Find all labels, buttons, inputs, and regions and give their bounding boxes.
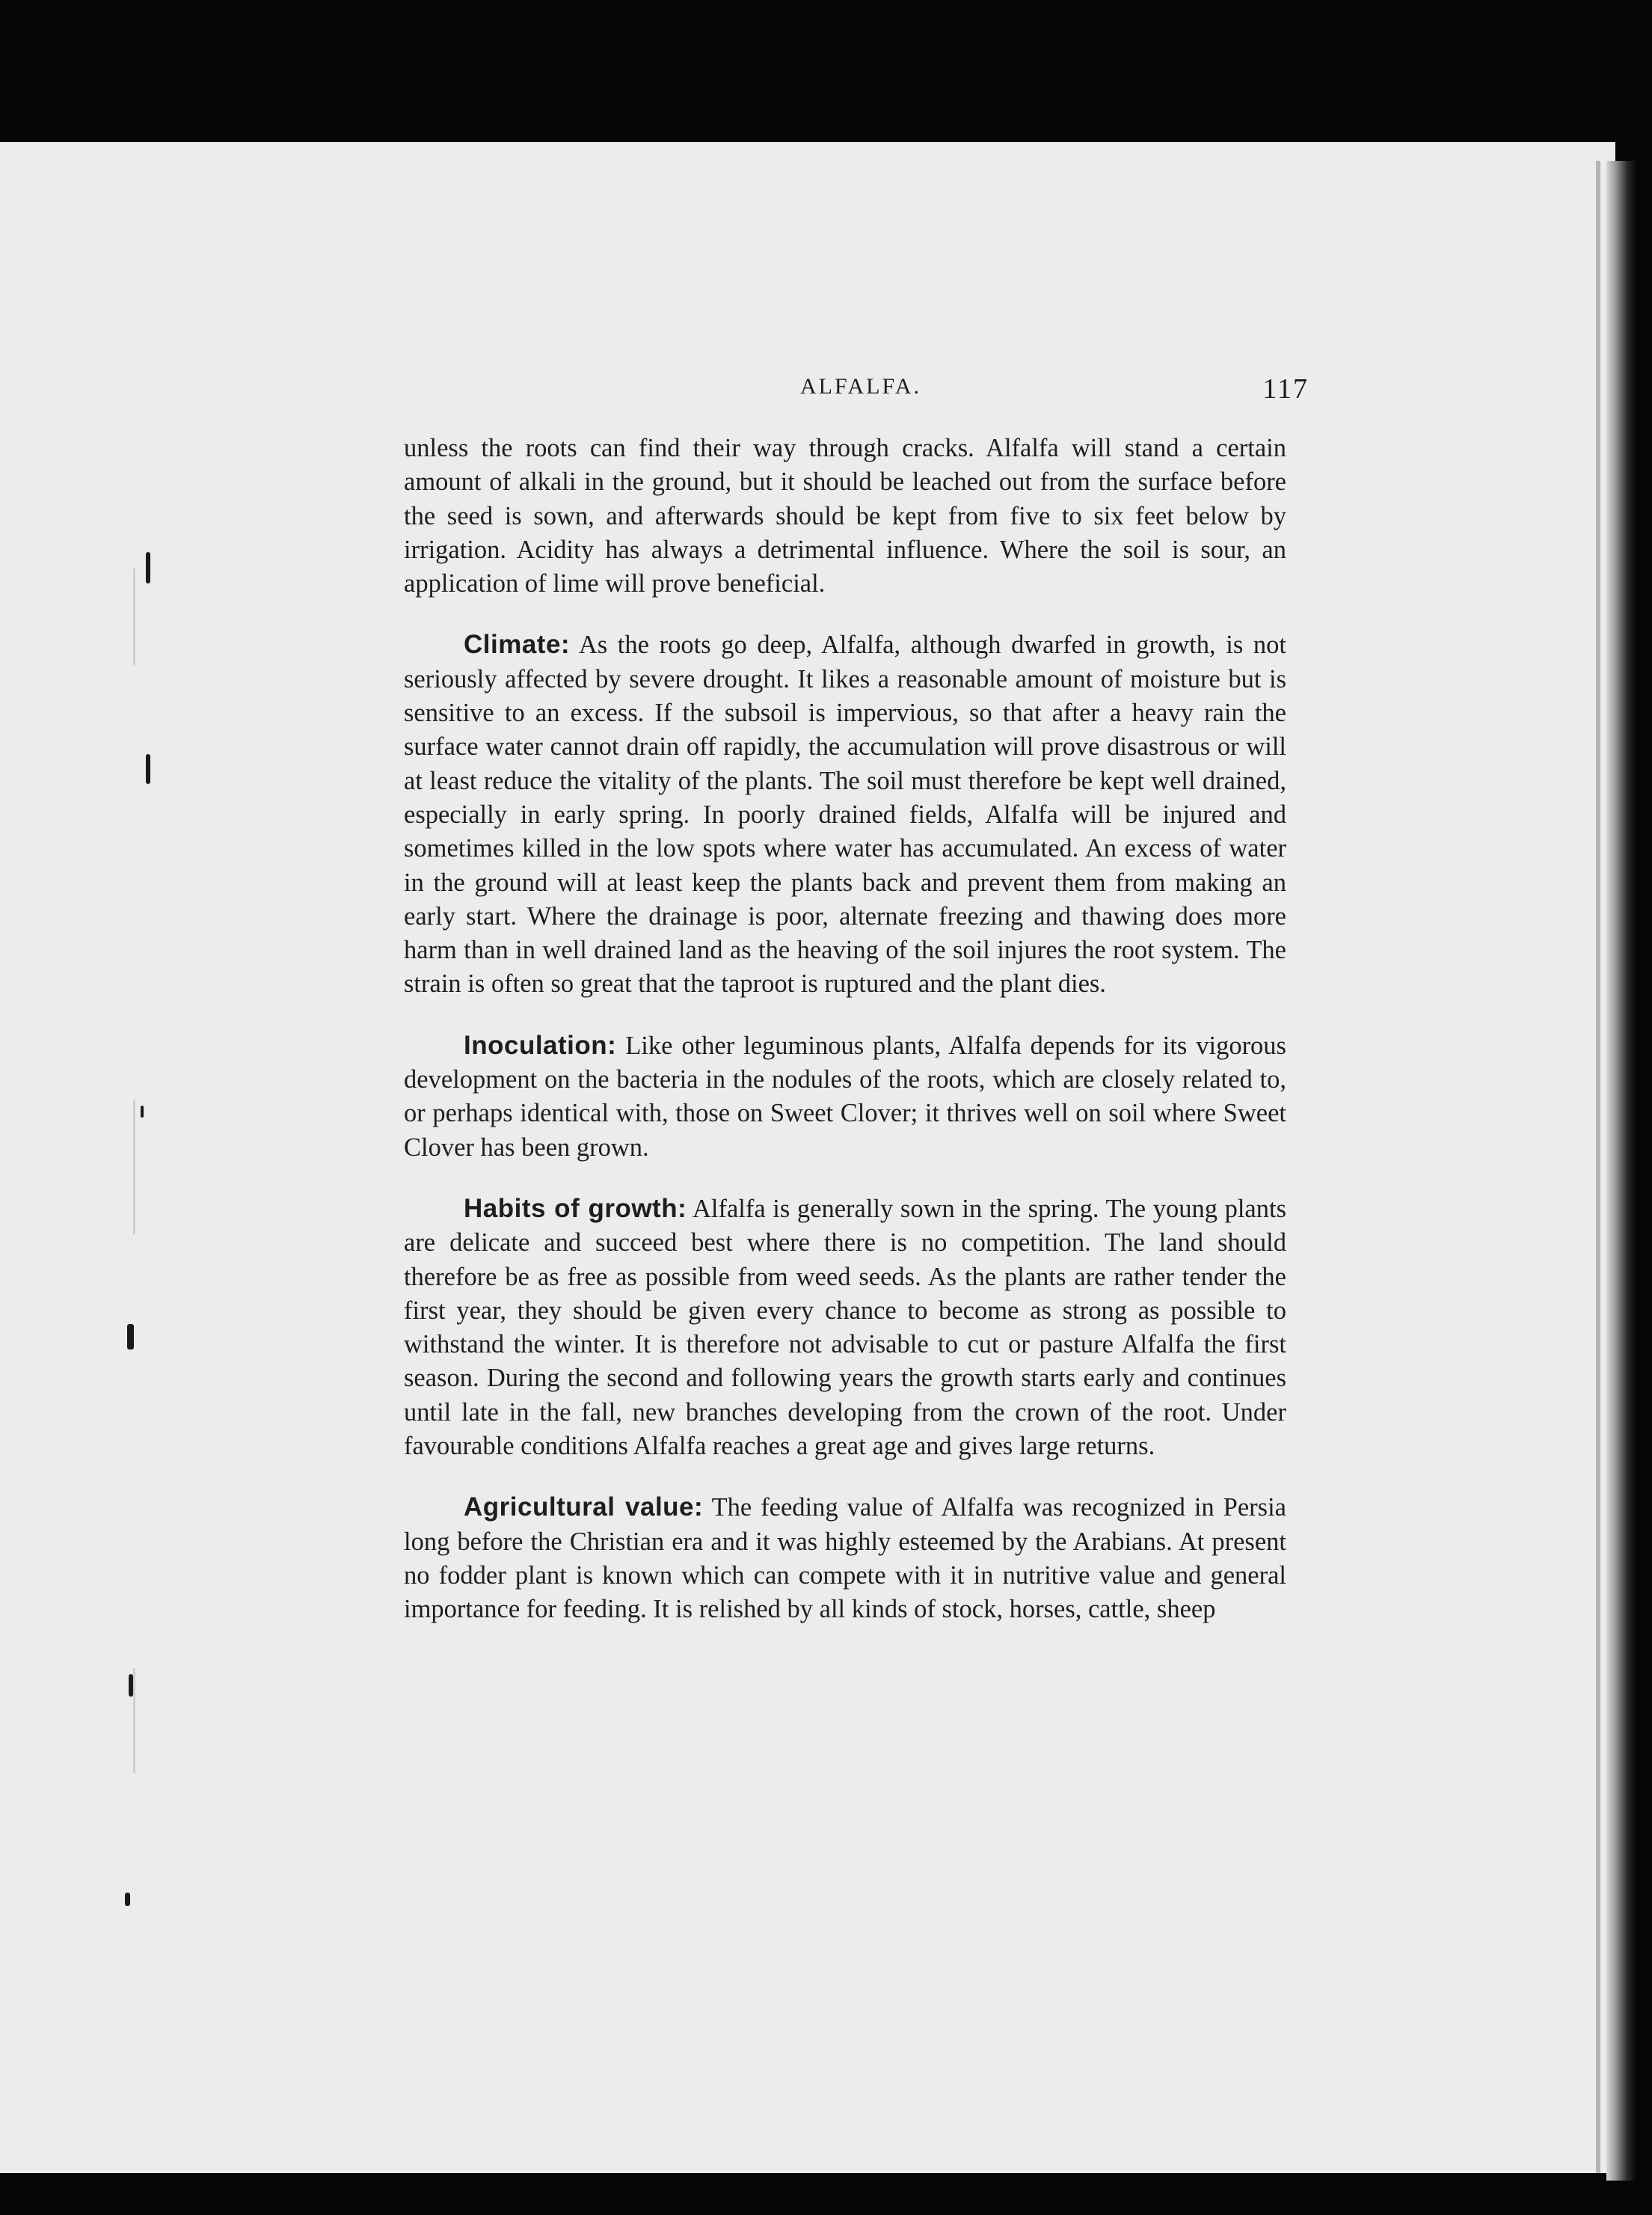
paragraph-inoculation xyxy=(404,1029,1286,1165)
paragraph-climate xyxy=(404,628,1286,1001)
paragraph-continued xyxy=(404,432,1286,601)
running-title: ALFALFA. xyxy=(800,374,922,399)
section-heading: Climate: xyxy=(464,630,571,660)
paragraph-text: As the roots go deep, Alfalfa, although dwarfed in growth, is not seriously affected by severe drought. It likes a reasonable amount of moisture but is sensitive to an excess. If the subsoil is impervious, so that after a heavy rain the surface water cannot drain off rapidly, the accumulation will prove disastrous or will at least reduce the vitality of the plants. The soil must therefore be kept well drained, especially in early spring. In poorly drained fields, Alfalfa will be injured and sometimes killed in the low spots where water has accumulated. An excess of water in the ground will at least keep the plants back and prevent them from making an early start. Where the drainage is poor, alternate freezing and thawing does more harm than in well drained land as the heaving of the soil injures the root system. The strain is often so great that the taproot is ruptured and the plant dies. xyxy=(404,631,1286,999)
page-number: 117 xyxy=(1262,373,1309,405)
paragraph-text: Like other leguminous plants, Alfalfa depends for its vigorous development on the bacteria in the nodules of the roots, which are closely related to, or perhaps identical with, those on Sweet Clover; it thrives well on soil where Sweet Clover has been grown. xyxy=(404,1031,1286,1162)
section-heading: Inoculation: xyxy=(464,1030,617,1060)
binding-mark xyxy=(127,1324,134,1349)
binding-crease xyxy=(133,1668,135,1773)
binding-mark xyxy=(146,754,150,784)
binding-mark xyxy=(141,1106,144,1118)
binding-crease xyxy=(133,1100,135,1234)
binding-mark xyxy=(129,1674,133,1697)
binding-mark xyxy=(146,552,150,583)
page-edge-shadow xyxy=(1596,161,1600,2173)
paragraph-agricultural-value xyxy=(404,1490,1286,1626)
running-head xyxy=(404,374,1309,411)
paragraph-text: unless the roots can find their way through cracks. Alfalfa will stand a certain amount of alkali in the ground, but it should be leached out from the surface before the seed is sown, and afterwards should be kept from five to six feet below by irrigation. Acidity has always a detrimental influence. Where the soil is sour, an application of lime will prove beneficial. xyxy=(404,434,1286,598)
page-edge xyxy=(1606,161,1636,2181)
paragraph-text: The feeding value of Alfalfa was recognized in Persia long before the Christian era and it was highly esteemed by the Arabians. At present no fodder plant is known which can compete with it in nutritive value and general importance for feeding. It is relished by all kinds of stock, horses, cattle, sheep xyxy=(404,1493,1286,1624)
section-heading: Habits of growth: xyxy=(464,1193,687,1223)
body-text xyxy=(404,432,1286,1627)
binding-crease xyxy=(133,569,135,666)
binding-mark xyxy=(125,1893,130,1906)
paragraph-habits-of-growth xyxy=(404,1192,1286,1463)
section-heading: Agricultural value: xyxy=(464,1492,704,1522)
paragraph-text: Alfalfa is generally sown in the spring. The young plants are delicate and succeed best where there is no competition. The land should therefore be as free as possible from weed seeds. As the plants are rather tender the first year, they should be given every chance to become as strong as possible to withstand the winter. It is therefore not advisable to cut or pasture Alfalfa the first season. During the second and following years the growth starts early and continues until late in the fall, new branches developing from the crown of the root. Under favourable conditions Alfalfa reaches a great age and gives large returns. xyxy=(404,1194,1287,1461)
